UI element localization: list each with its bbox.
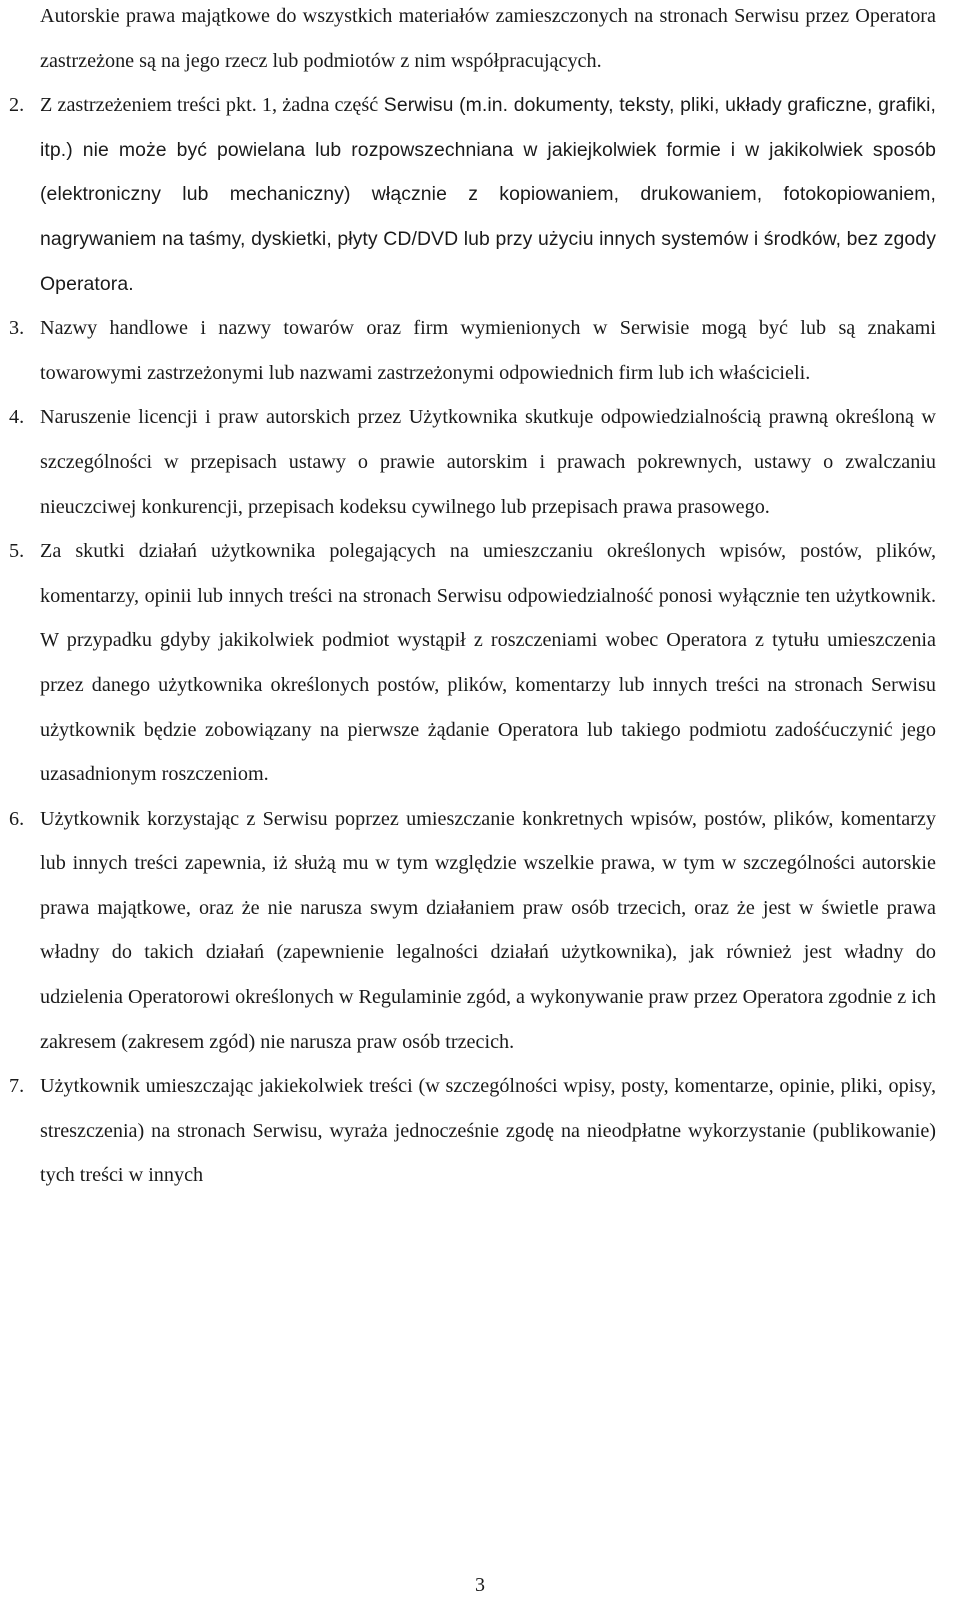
list-item-text: Użytkownik korzystając z Serwisu poprzez umieszczanie konkretnych wpisów, postów, plików, komentarzy lub innych treści zapewnia, iż służą mu w tym względzie wszelkie prawa, w tym w szczególności autorskie prawa majątkowe, oraz że nie narusza swym działaniem praw osób trzecich, oraz że jest w świetle prawa władny do takich działań (zapewnienie legalności działań użytkownika), jak również jest władny do udzielenia Operatorowi określonych w Regulaminie zgód, a wykonywanie praw przez Operatora zgodnie z ich zakresem (zakresem zgód) nie narusza praw osób trzecich. (40, 807, 936, 1053)
list-item-text-sans: Serwisu (m.in. dokumenty, teksty, pliki, układy graficzne, grafiki, itp.) nie może być powielana lub rozpowszechniana w jakiejkolwiek formie i w jakikolwiek sposób (elektroniczny lub mechaniczny) włącznie z kopiowaniem, drukowaniem, fotokopiowaniem, nagrywaniem na taśmy, dyskietki, płyty CD/DVD lub przy użyciu innych systemów i środków, bez zgody Operatora. (40, 94, 936, 295)
list-item-number: 3. (9, 317, 25, 340)
paragraph-text: Autorskie prawa majątkowe do wszystkich materiałów zamieszczonych na stronach Serwisu przez Operatora zastrzeżone są na jego rzecz lub podmiotów z nim współpracujących. (40, 5, 936, 72)
list-item-5 (9, 529, 936, 797)
paragraph-continuation (40, 0, 936, 83)
list-item-text: Nazwy handlowe i nazwy towarów oraz firm wymienionych w Serwisie mogą być lub są znakami towarowymi zastrzeżonymi lub nazwami zastrzeżonymi odpowiednich firm lub ich właścicieli. (40, 317, 936, 384)
list-item-3 (9, 306, 936, 395)
list-item-number: 2. (9, 94, 25, 117)
list-item-2 (9, 83, 936, 306)
list-item-number: 6. (9, 807, 25, 830)
list-item-text: Za skutki działań użytkownika polegających na umieszczaniu określonych wpisów, postów, plików, komentarzy, opinii lub innych treści na stronach Serwisu odpowiedzialność ponosi wyłącznie ten użytkownik. W przypadku gdyby jakikolwiek podmiot wystąpił z roszczeniami wobec Operatora z tytułu umieszczenia przez danego użytkownika określonych postów, plików, komentarzy lub innych treści na stronach Serwisu użytkownik będzie zobowiązany na pierwsze żądanie Operatora lub takiego podmiotu zadośćuczynić jego uzasadnionym roszczeniom. (40, 540, 936, 786)
list-item-text: Naruszenie licencji i praw autorskich przez Użytkownika skutkuje odpowiedzialnością prawną określoną w szczególności w przepisach ustawy o prawie autorskim i prawach pokrewnych, ustawy o zwalczaniu nieuczciwej konkurencji, przepisach kodeksu cywilnego lub przepisach prawa prasowego. (40, 406, 936, 518)
list-item-number: 7. (9, 1075, 25, 1098)
page-number: 3 (475, 1574, 485, 1596)
list-item-text (40, 83, 936, 306)
list-item-text-serif: Z zastrzeżeniem treści pkt. 1, żadna część (40, 94, 379, 117)
list-item-text: Użytkownik umieszczając jakiekolwiek treści (w szczególności wpisy, posty, komentarze, opinie, pliki, opisy, streszczenia) na stronach Serwisu, wyraża jednocześnie zgodę na nieodpłatne wykorzystanie (publikowanie) tych treści w innych (40, 1075, 936, 1187)
document-text (9, 0, 936, 1198)
list-item-number: 4. (9, 406, 25, 429)
list-item-6 (9, 797, 936, 1065)
list-item-4 (9, 395, 936, 529)
list-item-7 (9, 1064, 936, 1198)
list-item-number: 5. (9, 540, 25, 563)
